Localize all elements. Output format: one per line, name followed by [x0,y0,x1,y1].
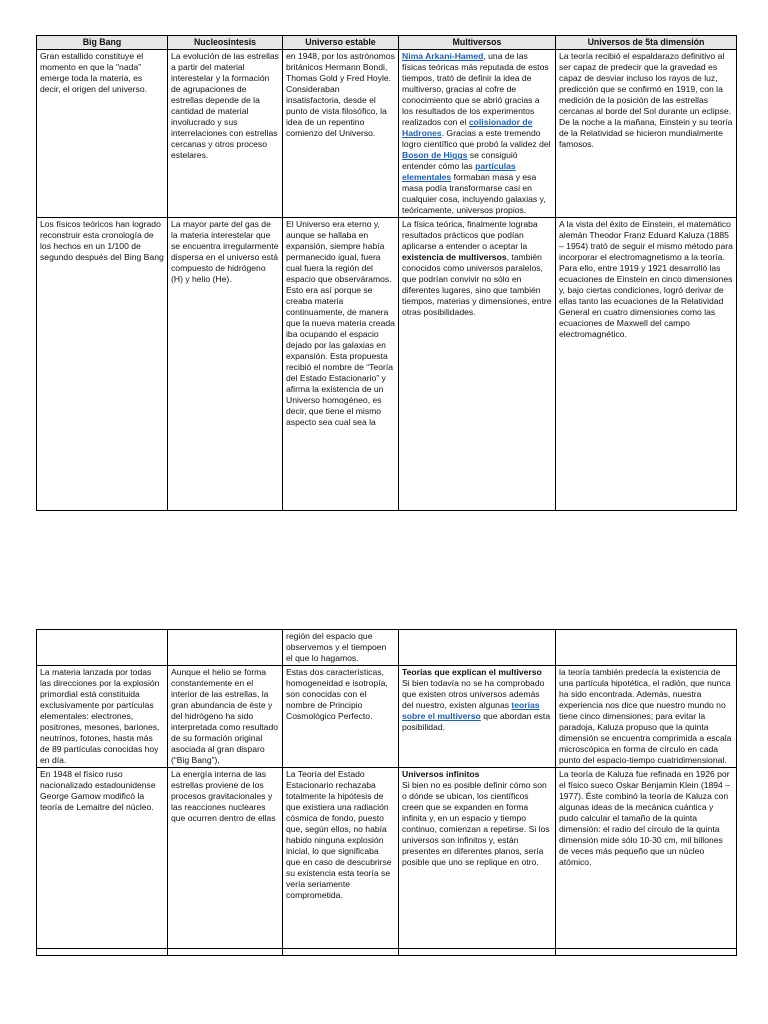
cell-universo-estable: en 1948, por los astrónomos británicos Hermann Bondi, Thomas Gold y Fred Hoyle. Consideraban insatisfactoria, desde el punto de vista filosófico, la idea de un repentino comienzo del Universo. [283,50,399,218]
cell-text: En 1948 el físico ruso nacionalizado estadounidense George Gamow modificó la teoría de Lemaitre del núcleo. [40,769,156,812]
cell-text: , una de las físicas teóricas más reputada de estos tiempos, trató de definir la idea de multiverso, gracias al cofre de conocimiento que se abrió gracias a los resultados de los experimentos realizados con el [402,51,549,128]
cell-nucleosintesis [168,630,283,666]
cell-text: . Gracias a este tremendo logro científico que probó la validez del [402,128,551,150]
cell-text: La mayor parte del gas de la materia interestelar que se encuentra irregularmente dispersa en el universo está compuesto de hidrógeno (H) y helio (He). [171,219,279,285]
link-particulas-elementales[interactable]: partículas elementales [402,161,516,183]
header-nucleosintesis: Nucleosintesis [168,36,283,50]
cell-text: La Teoría del Estado Estacionario rechazaba totalmente la hipótesis de que existiera una radiación cósmica de fondo, puesto que, según ellos, no había habido ninguna explosión inicial, lo que significaba que en caso de descubrirse su existencia esta teoría se vería seriamente comprometida. [286,769,392,900]
bold-text: existencia de multiversos [402,252,507,263]
cell-universo-estable [283,768,399,949]
cell-universos-5ta-dimension [556,949,737,956]
comparison-table-part-2 [36,629,737,956]
cell-big-bang [37,768,168,949]
cell-nucleosintesis [168,949,283,956]
link-boson-higgs[interactable]: Boson de Higgs [402,150,468,161]
link-teorias-multiverso[interactable]: teorías sobre el multiverso [402,700,540,721]
cell-big-bang: Gran estallido constituye el momento en que la "nada" emerge toda la materia, es decir, el origen del universo. [37,50,168,218]
cell-universos-5ta-dimension [556,630,737,666]
cell-universos-5ta-dimension [556,218,737,511]
cell-text: A la vista del éxito de Einstein, el matemático alemán Theodor Franz Eduard Kaluza (1885 – 1954) trató de seguir el mismo método para incorporar el electromagnetismo a la teoría. Para ello, entre 1919 y 1921 desarrolló las ecuaciones de Einstein en cinco dimensiones y, bajo ciertas condiciones, logró derivar de ellas tanto las ecuaciones de la Relatividad General en cuatro dimensiones como las ecuaciones de Maxwell del campo electromagnético. [559,219,733,340]
table-row [37,666,737,768]
cell-universo-estable [283,218,399,511]
link-nima-arkani-hamed[interactable]: Nima Arkani-Hamed [402,51,484,62]
table-row [37,218,737,511]
cell-nucleosintesis [168,768,283,949]
cell-universo-estable [283,949,399,956]
cell-big-bang [37,218,168,511]
cell-universos-5ta-dimension: La teoría recibió el espaldarazo definitivo al ser capaz de predecir que la gravedad es capaz de desviar incluso los rayos de luz, predicción que se confirmó en 1919, con la medición de la posición de las estrellas cercanas al borde del Sol durante un eclipse. De la noche a la mañana, Einstein y su teoría de la Relatividad se hicieron mundialmente famosos. [556,50,737,218]
cell-text: El Universo era eterno y, aunque se hallaba en expansión, siempre había permanecido igual, fuera cual fuera la región del espacio que observáramos. Esto era así porque se creaba materia continuamente, de manera que la nueva materia creada iba ocupando el espacio dejado por las galaxias en expansión. Esta propuesta recibió el nombre de “Teoría del Estado Estacionario” y afirma la existencia de un Universo homogéneo, es decir, que tiene el mismo aspecto sea cual sea la [286,219,395,428]
cell-text: Si bien no es posible definir cómo son o dónde se ubican, los científicos creen que se expanden en forma infinita y, en un espacio y tiempo continuo, comienzan a repetirse. Si los universos son infinitos y, están presentes en diferentes planos, sería posible que uno se replique en otro. [402,780,550,867]
cell-multiversos [399,218,556,511]
cell-multiversos [399,50,556,218]
cell-big-bang [37,949,168,956]
cell-multiversos [399,949,556,956]
header-row [37,36,737,50]
cell-text: se consiguió entender cómo las [402,150,518,172]
cell-text: que abordan esta posibilidad. [402,711,551,732]
header-multiversos: Multiversos [399,36,556,50]
cell-text: Los físicos teóricos han logrado reconstruir esta cronología de los hechos en un 1/100 de segundo después del Bing Bang [40,219,164,263]
cell-nucleosintesis: La evolución de las estrellas a partir del material interestelar y la formación de agrupaciones de estrellas depende de la cantidad de material involucrado y sus interrelaciones con estrellas cercanas y otros proceso estelares. [168,50,283,218]
table-row [37,768,737,949]
link-colisionador-hadrones[interactable]: colisionador de Hadrones [402,117,533,139]
header-big-bang: Big Bang [37,36,168,50]
header-universo-estable: Universo estable [283,36,399,50]
cell-universos-5ta-dimension [556,768,737,949]
cell-multiversos [399,630,556,666]
cell-text: La física teórica, finalmente lograba resultados prácticos que podían aplicarse a entender o aceptar la [402,219,538,252]
table-row [37,630,737,666]
cell-text: Si bien todavía no se ha comprobado que existen otros universos además del nuestro, existen algunas [402,678,545,710]
cell-text: La energía interna de las estrellas proviene de los procesos gravitacionales y las reacciones nucleares que ocurren dentro de ellas [171,769,276,823]
table-row-cut-off [37,949,737,956]
cell-universo-estable: Estas dos características, homogeneidad e isotropía, son conocidas con el nombre de Principio Cosmológico Perfecto. [283,666,399,768]
comparison-table-part-1 [36,35,737,511]
table-row [37,50,737,218]
header-universos-5ta-dimension: Universos de 5ta dimensión [556,36,737,50]
cell-text: , también conocidos como universos paralelos, que podrían convivir no sólo en diferentes lugares, sino que también tiempos, materias y dimensiones, entre otras posibilidades. [402,252,552,318]
cell-heading: Teorías que explican el multiverso [402,667,542,677]
cell-big-bang: La materia lanzada por todas las direcciones por la explosión primordial está constituida exclusivamente por partículas elementales: electrones, positrones, mesones, bariones, neutrinos, fotones, hasta más de 89 partículas conocidas hoy en día. [37,666,168,768]
cell-big-bang [37,630,168,666]
cell-text: formaban masa y esa masa podía transformarse casi en cualquier cosa, incluyendo galaxias y, teóricamente, universos propios. [402,172,546,216]
cell-nucleosintesis: Aunque el helio se forma constantemente en el interior de las estrellas, la gran abundancia de éste y del hidrógeno ha sido interpretada como resultado de su formación original asociada al gran disparo (“Big Bang”), [168,666,283,768]
cell-nucleosintesis [168,218,283,511]
cell-multiversos [399,768,556,949]
cell-universos-5ta-dimension: la teoría también predecía la existencia de una partícula hipotética, el radión, que nunca ha sido encontrada. Además, nuestra experiencia nos dice que nuestro mundo no tiene cinco dimensiones; para evitar la paradoja, Kaluza propuso que la quinta dimensión se encuentra comprimida a escala microscópica en forma de círculo en cada punto del espacio-tiempo cuatridimensional. [556,666,737,768]
cell-text: La teoría de Kaluza fue refinada en 1926 por el físico sueco Oskar Benjamin Klein (1894 – 1977). Éste combinó la teoría de Kaluza con algunas ideas de la mecánica cuántica y pudo calcular el tamaño de la quinta dimensión: el radio del círculo de la quinta dimensión mide sólo 10-30 cm, mil billones de veces más pequeño que un núcleo atómico. [559,769,731,867]
cell-heading: Universos infinitos [402,769,480,779]
cell-multiversos [399,666,556,768]
cell-universo-estable: región del espacio que observemos y el tiempoen el que lo hagamos. [283,630,399,666]
